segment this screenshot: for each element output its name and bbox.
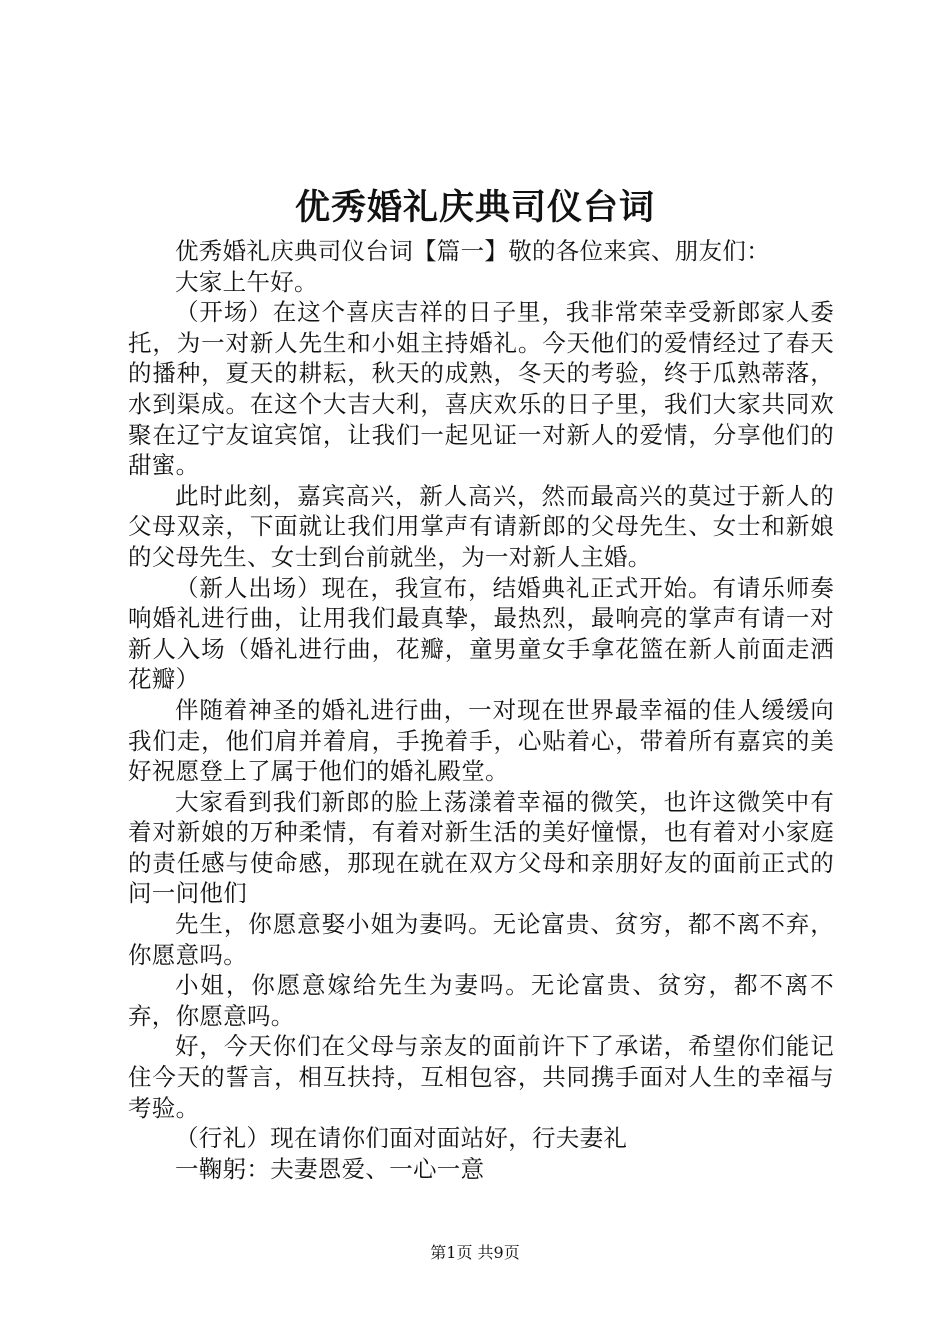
paragraph: 大家上午好。 [175,267,318,296]
paragraph: 优秀婚礼庆典司仪台词【篇一】敬的各位来宾、朋友们： [175,237,770,265]
paragraph: （行礼）现在请你们面对面站好，行夫妻礼 [175,1124,628,1153]
document-body [128,236,834,1184]
paragraph: 好，今天你们在父母与亲友的面前许下了承诺，希望你们能记住今天的誓言，相互扶持，互相包容，共同携手面对人生的幸福与考验。 [128,1032,834,1122]
paragraph: 伴随着神圣的婚礼进行曲，一对现在世界最幸福的佳人缓缓向我们走，他们肩并着肩，手挽着手，心贴着心，带着所有嘉宾的美好祝愿登上了属于他们的婚礼殿堂。 [128,695,834,786]
paragraph: 此时此刻，嘉宾高兴，新人高兴，然而最高兴的莫过于新人的父母双亲，下面就让我们用掌声有请新郎的父母先生、女士和新娘的父母先生、女士到台前就坐，为一对新人主婚。 [128,481,834,571]
paragraph: 小姐，你愿意嫁给先生为妻吗。无论富贵、贫穷，都不离不弃，你愿意吗。 [128,971,834,1030]
paragraph: （开场）在这个喜庆吉祥的日子里，我非常荣幸受新郎家人委托，为一对新人先生和小姐主持婚礼。今天他们的爱情经过了春天的播种，夏天的耕耘，秋天的成熟，冬天的考验，终于瓜熟蒂落，水到渠成。在这个大吉大利，喜庆欢乐的日子里，我们大家共同欢聚在辽宁友谊宾馆，让我们一起见证一对新人的爱情，分享他们的甜蜜。 [128,298,834,480]
document-title: 优秀婚礼庆典司仪台词 [294,187,655,228]
paragraph: 大家看到我们新郎的脸上荡漾着幸福的微笑，也许这微笑中有着对新娘的万种柔情，有着对新生活的美好憧憬，也有着对小家庭的责任感与使命感，那现在就在双方父母和亲朋好友的面前正式的问一问他们 [128,787,834,908]
paragraph: 先生，你愿意娶小姐为妻吗。无论富贵、贫穷，都不离不弃，你愿意吗。 [128,910,834,969]
page-number-footer: 第1页 共9页 [430,1243,520,1262]
paragraph: （新人出场）现在，我宣布，结婚典礼正式开始。有请乐师奏响婚礼进行曲，让用我们最真挚，最热烈，最响亮的掌声有请一对新人入场（婚礼进行曲，花瓣，童男童女手拿花篮在新人前面走洒花瓣） [128,573,834,694]
paragraph: 一鞠躬：夫妻恩爱、一心一意 [175,1154,485,1183]
